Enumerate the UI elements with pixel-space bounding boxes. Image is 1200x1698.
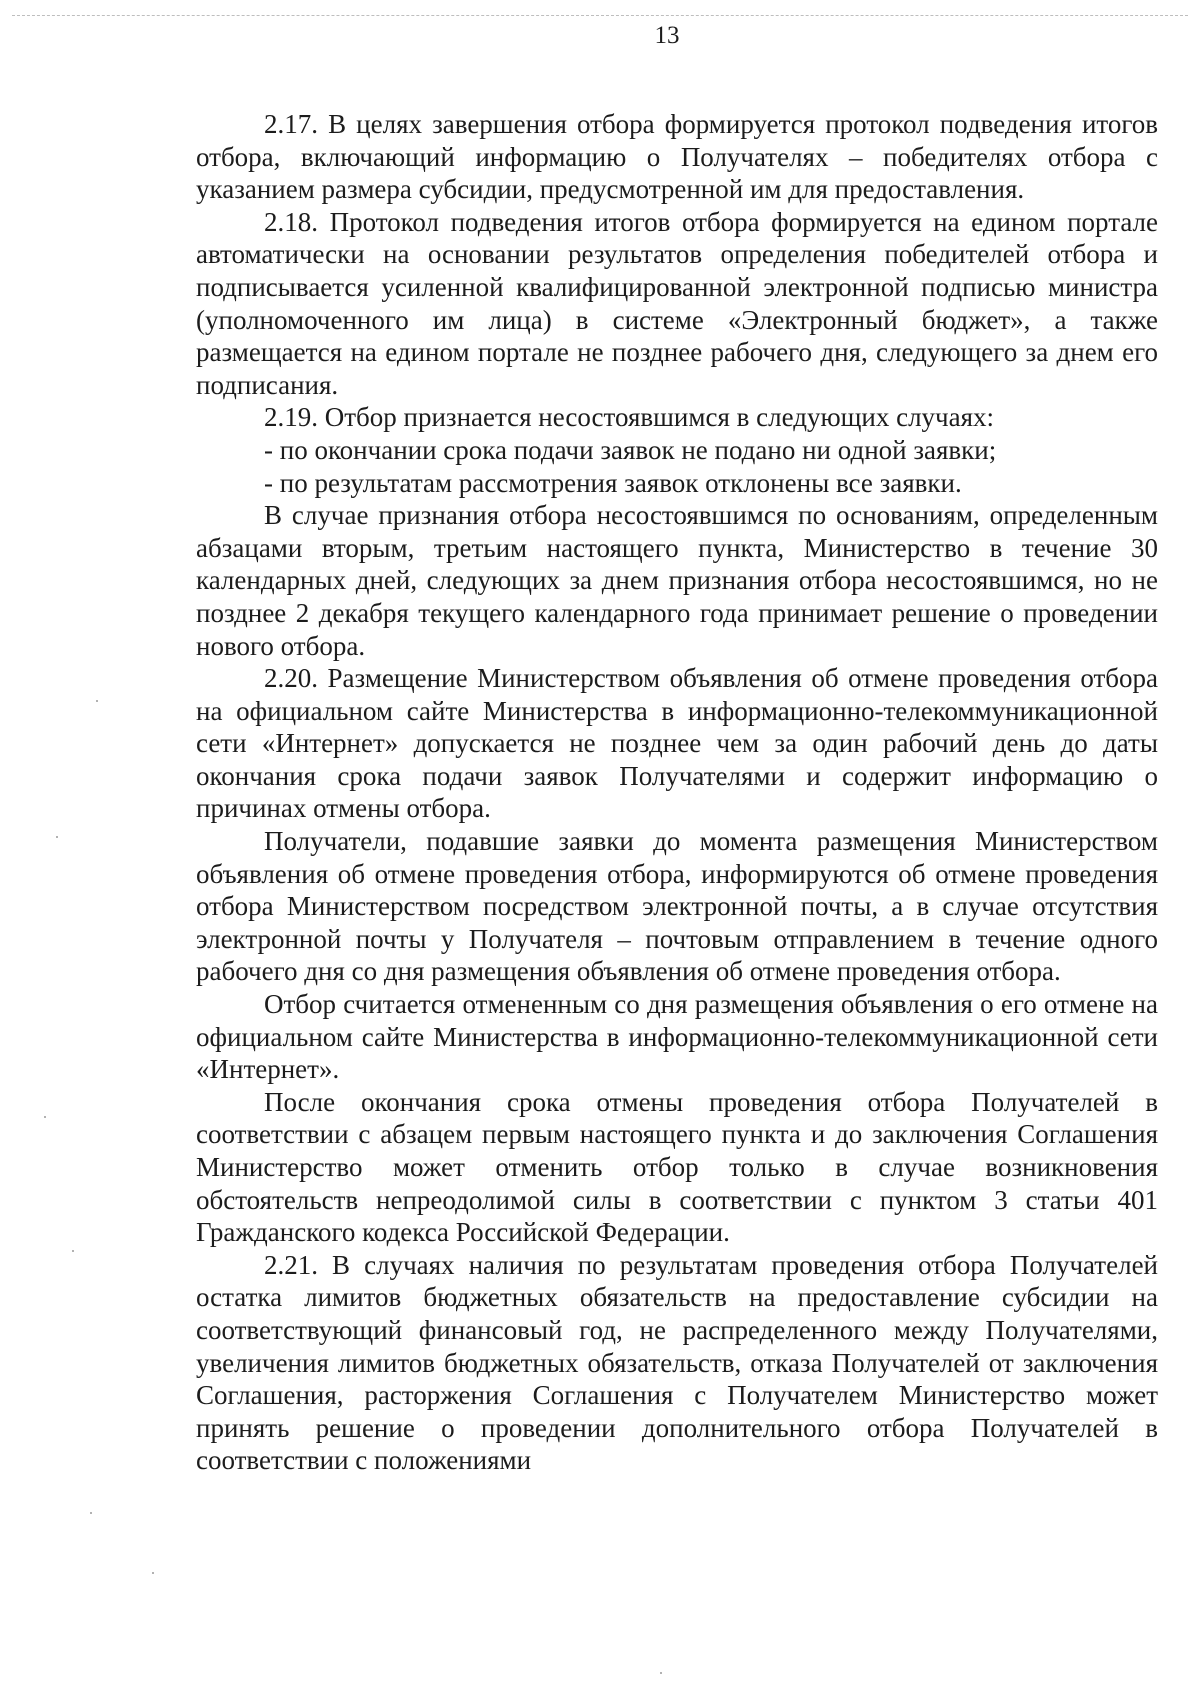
paragraph-2-21: 2.21. В случаях наличия по результатам проведения отбора Получателей остатка лимитов бюджетных обязательств на предоставление субсидии на соответствующий финансовый год, не распределенного между Получателями, увеличения лимитов бюджетных обязательств, отказа Получателей от заключения Соглашения, расторжения Соглашения с Получателем Министерство может принять решение о проведении дополнительного отбора Получателей в соответствии с положениями [196,1249,1158,1476]
paragraph-recipients-notice: Получатели, подавшие заявки до момента размещения Министерством объявления об отмене проведения отбора, информируются об отмене проведения отбора Министерством посредством электронной почты, а в случае отсутствия электронной почты у Получателя – почтовым отправлением в течение одного рабочего дня со дня размещения объявления об отмене проведения отбора. [196,826,1158,987]
scan-edge-line [12,15,1188,16]
paragraph-2-19: 2.19. Отбор признается несостоявшимся в следующих случаях: [264,402,995,433]
scan-speck [90,1512,92,1514]
paragraph-2-18: 2.18. Протокол подведения итогов отбора формируется на едином портале автоматически на основании результатов определения победителей отбора и подписывается усиленной квалифицированной электронной подписью министра (уполномоченного им лица) в системе «Электронный бюджет», а также размещается на едином портале не позднее рабочего дня, следующего за днем его подписания. [196,206,1158,400]
document-body [196,108,1158,1477]
scan-speck [56,836,58,838]
scan-speck [660,1672,662,1674]
scan-speck [152,1572,154,1574]
paragraph-selection-cancelled: Отбор считается отмененным со дня размещения объявления о его отмене на официальном сайте Министерства в информационно-телекоммуникационной сети «Интернет». [196,989,1158,1085]
paragraph-failed-selection: В случае признания отбора несостоявшимся по основаниям, определенным абзацами вторым, третьим настоящего пункта, Министерство в течение 30 календарных дней, следующих за днем признания отбора несостоявшимся, но не позднее 2 декабря текущего календарного года принимает решение о проведении нового отбора. [196,500,1158,661]
scan-speck [96,700,98,702]
scan-speck [72,1250,74,1252]
paragraph-2-17: 2.17. В целях завершения отбора формируется протокол подведения итогов отбора, включающий информацию о Получателях – победителях отбора с указанием размера субсидии, предусмотренной им для предоставления. [196,109,1158,205]
paragraph-2-20: 2.20. Размещение Министерством объявления об отмене проведения отбора на официальном сайте Министерства в информационно-телекоммуникационной сети «Интернет» допускается не позднее чем за один рабочий день до даты окончания срока подачи заявок Получателями и содержит информацию о причинах отмены отбора. [196,663,1158,824]
page-number: 13 [654,22,680,49]
paragraph-force-majeure: После окончания срока отмены проведения отбора Получателей в соответствии с абзацем первым настоящего пункта и до заключения Соглашения Министерство может отменить отбор только в случае возникновения обстоятельств непреодолимой силы в соответствии с пунктом 3 статьи 401 Гражданского кодекса Российской Федерации. [196,1086,1158,1248]
list-item-all-rejected: - по результатам рассмотрения заявок отклонены все заявки. [264,467,962,498]
scan-speck [44,1116,46,1118]
list-item-no-applications: - по окончании срока подачи заявок не подано ни одной заявки; [264,434,997,465]
